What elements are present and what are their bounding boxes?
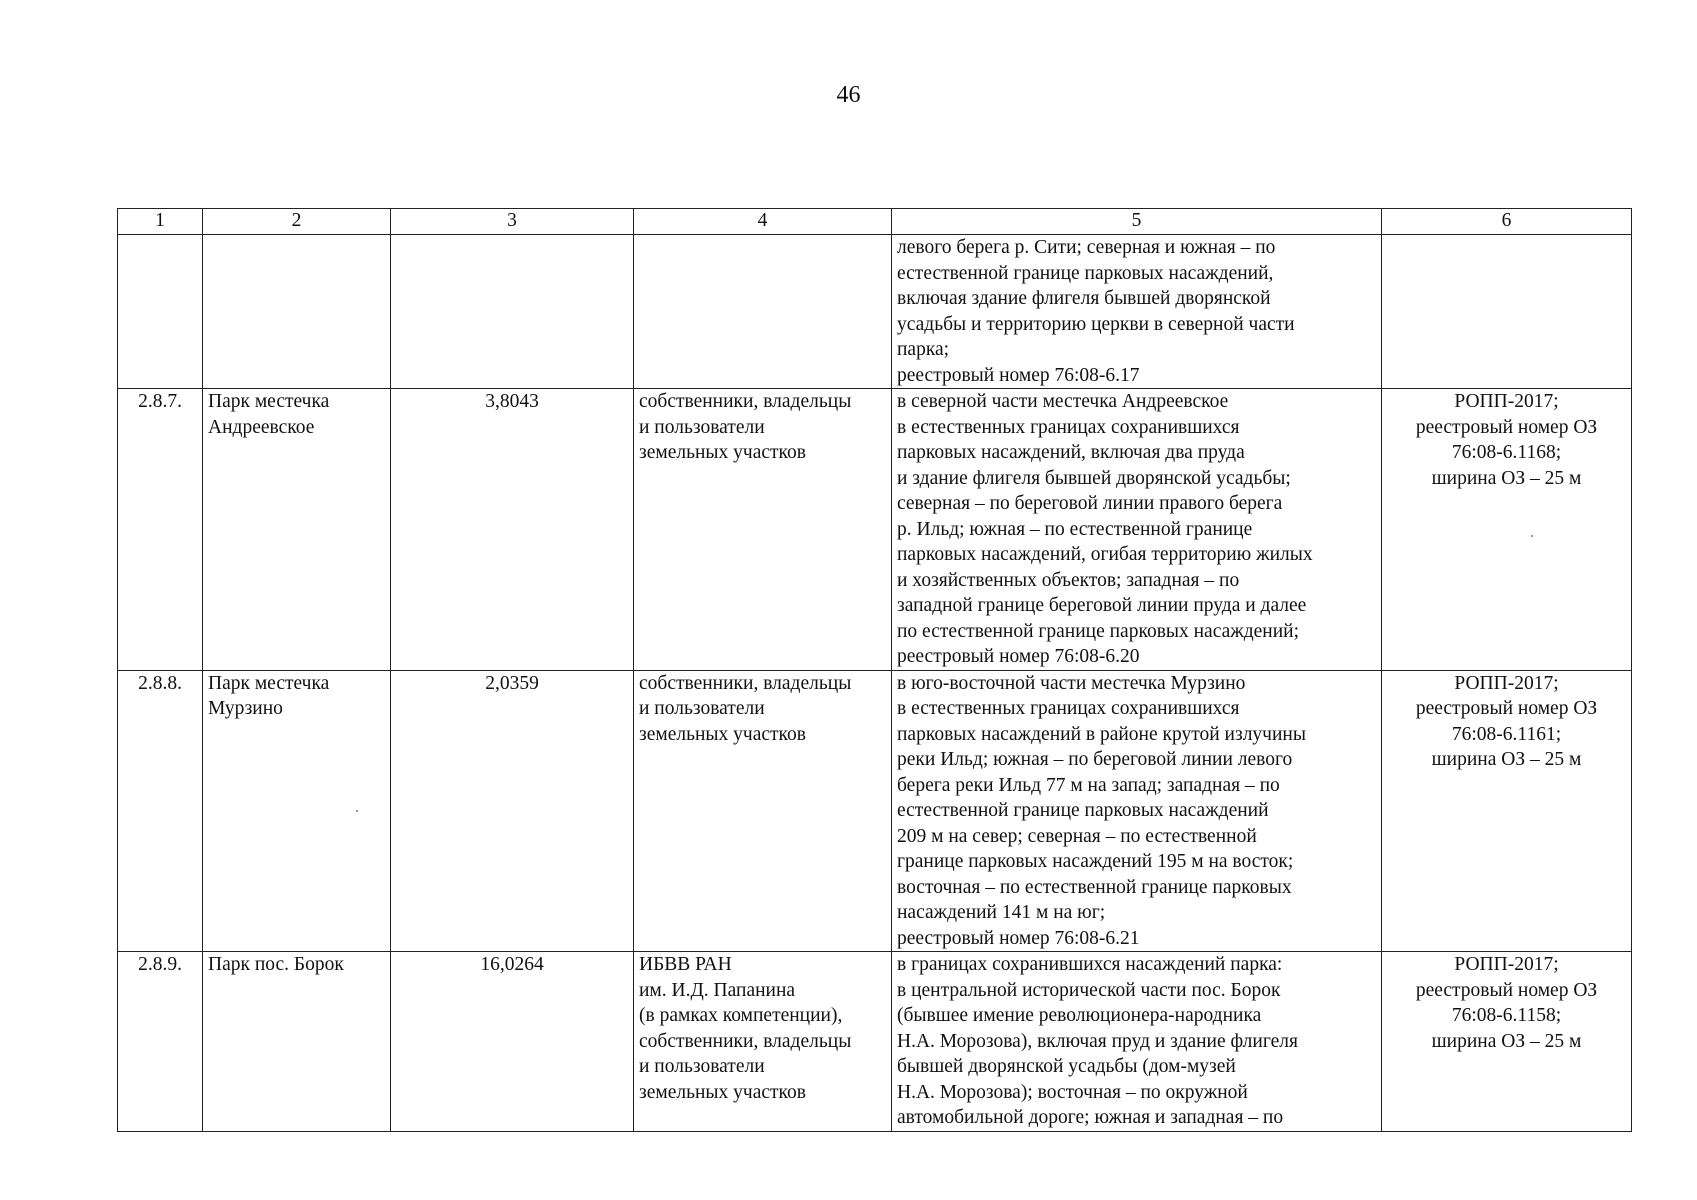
column-header-3: 3 xyxy=(391,209,634,235)
text-line: в центральной исторической части пос. Борок xyxy=(897,979,1281,1001)
table-row xyxy=(118,389,1632,671)
text-line: собственники, владельцы xyxy=(639,391,852,412)
boundaries-description-cell xyxy=(892,389,1382,671)
page-number: 46 xyxy=(836,82,861,108)
text-line: границе парковых насаждений 195 м на восток; xyxy=(897,851,1294,872)
row-number-cell xyxy=(118,235,203,389)
column-header-6: 6 xyxy=(1382,209,1632,235)
text-line: и хозяйственных объектов; западная – по xyxy=(897,569,1240,591)
row-number-cell: 2.8.9. xyxy=(118,952,203,1132)
text-line: Парк пос. Борок xyxy=(208,954,344,975)
scan-speck xyxy=(356,810,358,812)
text-line: в естественных границах сохранившихся xyxy=(897,698,1240,719)
responsible-parties-cell xyxy=(634,952,892,1132)
row-number-cell: 2.8.8. xyxy=(118,670,203,952)
area-cell xyxy=(391,235,634,389)
protection-zone-cell xyxy=(1382,389,1632,671)
text-line: РОПП-2017; xyxy=(1454,672,1559,694)
scan-speck xyxy=(1531,535,1533,537)
text-line: Парк местечка xyxy=(208,391,330,412)
text-line: ИБВВ РАН xyxy=(639,954,732,975)
table-row xyxy=(118,670,1632,952)
responsible-parties-cell xyxy=(634,235,892,389)
responsible-parties-cell xyxy=(634,670,892,952)
text-line: реестровый номер ОЗ xyxy=(1415,698,1598,719)
text-line: в северной части местечка Андреевское xyxy=(897,391,1229,412)
text-line: Мурзино xyxy=(208,698,283,719)
text-line: парковых насаждений, включая два пруда xyxy=(897,442,1245,463)
text-line: Н.А. Морозова); восточная – по окружной xyxy=(897,1081,1248,1103)
text-line: реестровый номер ОЗ xyxy=(1415,416,1598,438)
text-line: северная – по береговой линии правого берега xyxy=(897,493,1283,514)
row-number-cell: 2.8.7. xyxy=(118,389,203,671)
text-line: (бывшее имение революционера-народника xyxy=(897,1005,1262,1026)
area-cell: 16,0264 xyxy=(391,952,634,1132)
text-line: им. И.Д. Папанина xyxy=(639,979,796,1001)
boundaries-description-cell xyxy=(892,952,1382,1132)
text-line: 76:08-6.1158; xyxy=(1451,1005,1562,1026)
column-header-4: 4 xyxy=(634,209,892,235)
text-line: реестровый номер ОЗ xyxy=(1415,979,1598,1001)
text-line: земельных участков xyxy=(639,442,806,463)
table-header-row xyxy=(118,209,1632,235)
text-line: и здание флигеля бывшей дворянской усадьбы; xyxy=(897,467,1291,489)
park-name-cell xyxy=(203,235,391,389)
text-line: парковых насаждений в районе крутой излучины xyxy=(897,723,1306,745)
text-line: включая здание флигеля бывшей дворянской xyxy=(897,288,1271,309)
text-line: берега реки Ильд 77 м на запад; западная – по xyxy=(897,774,1280,796)
text-line: парка; xyxy=(897,339,950,360)
text-line: и пользователи xyxy=(639,698,765,719)
protected-zones-table xyxy=(117,208,1632,1132)
text-line: 76:08-6.1161; xyxy=(1451,723,1562,745)
table-row xyxy=(118,235,1632,389)
text-line: ширина ОЗ – 25 м xyxy=(1431,467,1582,489)
text-line: и пользователи xyxy=(639,1056,765,1077)
text-line: по естественной границе парковых насаждений; xyxy=(897,620,1300,642)
text-line: естественной границе парковых насаждений, xyxy=(897,262,1274,284)
text-line: собственники, владельцы xyxy=(639,672,852,694)
responsible-parties-cell xyxy=(634,389,892,671)
text-line: парковых насаждений, огибая территорию жилых xyxy=(897,544,1313,565)
column-header-1: 1 xyxy=(118,209,203,235)
text-line: ширина ОЗ – 25 м xyxy=(1431,749,1582,770)
text-line: Н.А. Морозова), включая пруд и здание флигеля xyxy=(897,1030,1298,1052)
text-line: Андреевское xyxy=(208,416,315,438)
text-line: усадьбы и территорию церкви в северной части xyxy=(897,313,1295,335)
text-line: реки Ильд; южная – по береговой линии левого xyxy=(897,749,1293,770)
table-row xyxy=(118,952,1632,1132)
text-line: земельных участков xyxy=(639,723,806,745)
text-line: в естественных границах сохранившихся xyxy=(897,416,1240,438)
text-line: и пользователи xyxy=(639,416,765,438)
text-line: в границах сохранившихся насаждений парка: xyxy=(897,954,1283,975)
column-header-2: 2 xyxy=(203,209,391,235)
column-header-5: 5 xyxy=(892,209,1382,235)
text-line: естественной границе парковых насаждений xyxy=(897,800,1269,821)
text-line: р. Ильд; южная – по естественной границе xyxy=(897,518,1253,540)
text-line: реестровый номер 76:08-6.17 xyxy=(897,364,1140,386)
boundaries-description-cell xyxy=(892,670,1382,952)
protection-zone-cell xyxy=(1382,670,1632,952)
text-line: собственники, владельцы xyxy=(639,1030,852,1052)
protection-zone-cell xyxy=(1382,952,1632,1132)
text-line: РОПП-2017; xyxy=(1454,954,1559,975)
table-body xyxy=(118,235,1632,1132)
text-line: в юго-восточной части местечка Мурзино xyxy=(897,672,1246,694)
area-cell: 2,0359 xyxy=(391,670,634,952)
text-line: Парк местечка xyxy=(208,672,330,694)
park-name-cell xyxy=(203,670,391,952)
park-name-cell xyxy=(203,389,391,671)
area-cell: 3,8043 xyxy=(391,389,634,671)
text-line: РОПП-2017; xyxy=(1454,391,1559,412)
text-line: (в рамках компетенции), xyxy=(639,1005,843,1026)
text-line: 209 м на север; северная – по естественной xyxy=(897,825,1257,847)
text-line: левого берега р. Сити; северная и южная – по xyxy=(897,237,1276,258)
text-line: реестровый номер 76:08-6.20 xyxy=(897,646,1140,667)
text-line: бывшей дворянской усадьбы (дом-музей xyxy=(897,1056,1236,1077)
text-line: насаждений 141 м на юг; xyxy=(897,902,1106,923)
boundaries-description-cell xyxy=(892,235,1382,389)
text-line: 76:08-6.1168; xyxy=(1451,442,1562,463)
protection-zone-cell xyxy=(1382,235,1632,389)
text-line: земельных участков xyxy=(639,1081,806,1103)
park-name-cell xyxy=(203,952,391,1132)
text-line: реестровый номер 76:08-6.21 xyxy=(897,927,1140,949)
text-line: ширина ОЗ – 25 м xyxy=(1431,1030,1582,1052)
text-line: автомобильной дороге; южная и западная – по xyxy=(897,1107,1284,1128)
text-line: западной границе береговой линии пруда и далее xyxy=(897,595,1307,616)
text-line: восточная – по естественной границе парковых xyxy=(897,876,1292,898)
